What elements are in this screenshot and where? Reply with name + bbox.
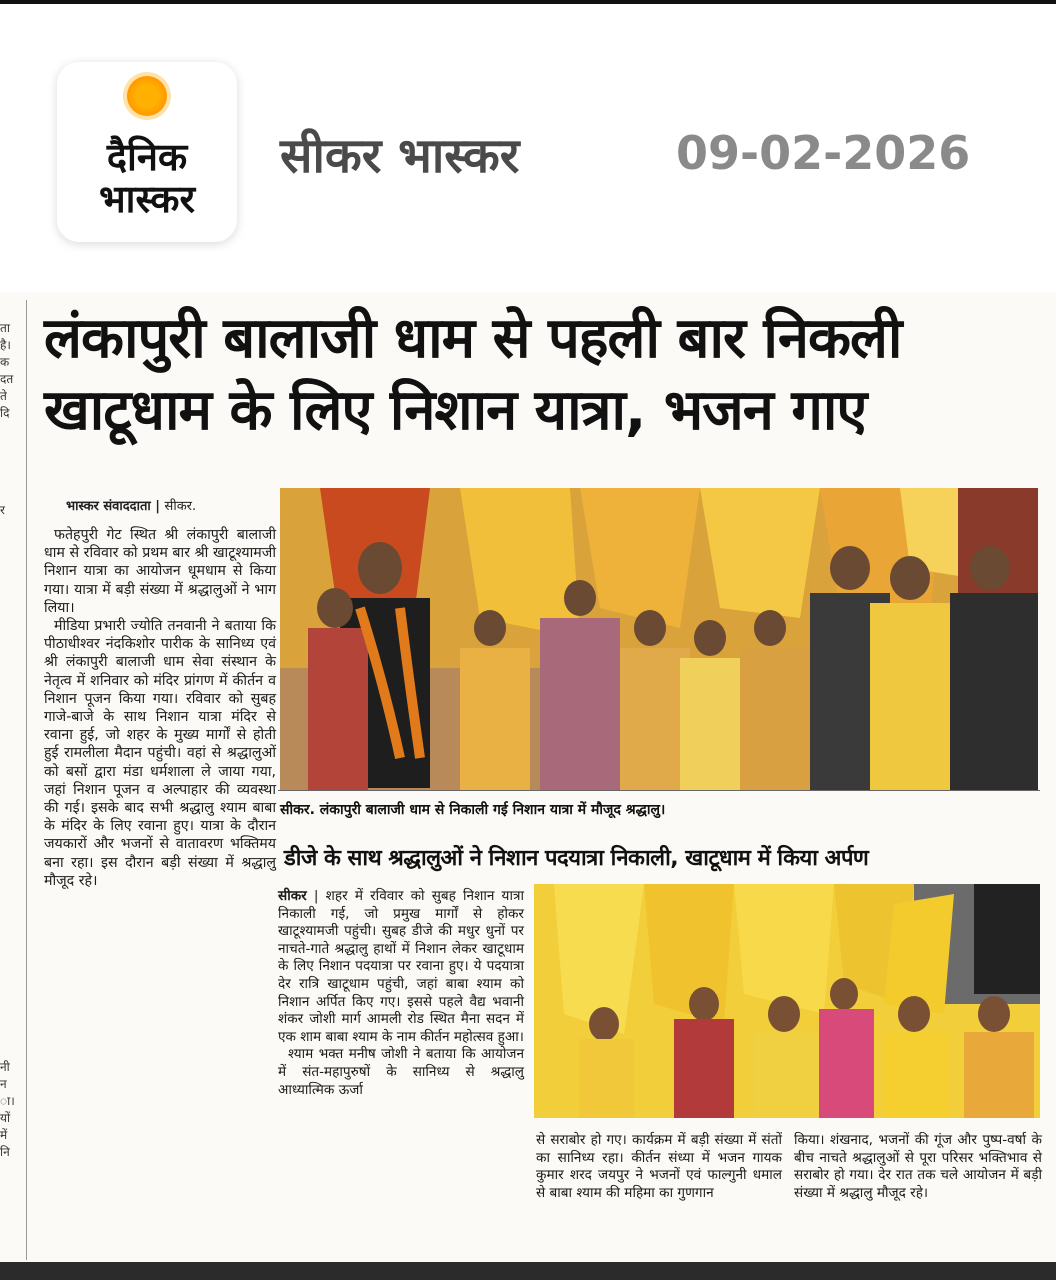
fragment-text: र [0, 503, 5, 517]
logo-text-line2: भास्कर [98, 177, 196, 221]
sub-article-column-2: से सराबोर हो गए। कार्यक्रम में बड़ी संख्या में संतों का सानिध्य रहा। कीर्तन संध्या में भजन गायक कुमार शरद जयपुर ने भजनों एवं फाल्गुनी धमाल से बाबा श्याम की महिमा का गुणगान [536, 1132, 782, 1201]
article-paragraph: श्याम भक्त मनीष जोशी ने बताया कि आयोजन में संत-महापुरुषों के सानिध्य से श्रद्धालु आध्यात्मिक ऊर्जा [278, 1046, 524, 1098]
edition-date: 09-02-2026 [676, 126, 971, 180]
fragment-text: दि [0, 406, 10, 420]
headline-line1: लंकापुरी बालाजी धाम से पहली बार निकली [44, 306, 902, 371]
fragment-text: में [0, 1128, 8, 1142]
procession-photo-illustration [280, 488, 1038, 790]
column-rule [26, 300, 27, 1260]
headline-line2: खाटूधाम के लिए निशान यात्रा, भजन गाए [44, 378, 867, 443]
main-headline [44, 303, 1044, 447]
fragment-text: ा। [0, 1094, 15, 1108]
logo-text-line1: दैनिक [106, 135, 188, 179]
fragment-text: यों [0, 1111, 11, 1125]
byline: भास्कर संवाददाता | सीकर. [66, 499, 197, 514]
fragment-text: न [0, 1077, 7, 1091]
dateline: सीकर [278, 888, 307, 904]
article-paragraph: फतेहपुरी गेट स्थित श्री लंकापुरी बालाजी धाम से रविवार को प्रथम बार श्री खाटूश्यामजी निशान यात्रा का आयोजन धूमधाम से किया गया। यात्रा में बड़ी संख्या में श्रद्धालुओं ने भाग लिया। [44, 527, 276, 616]
edition-title: सीकर भास्कर [280, 128, 520, 184]
sun-icon [127, 76, 167, 116]
article-column-1 [44, 526, 276, 890]
dj-procession-photo-illustration [534, 884, 1040, 1118]
sub-headline: डीजे के साथ श्रद्धालुओं ने निशान पदयात्रा निकाली, खाटूधाम में किया अर्पण [284, 846, 869, 871]
dj-procession-photo [534, 884, 1040, 1118]
dainik-bhaskar-logo [57, 62, 237, 242]
section-rule [278, 790, 1040, 791]
article-paragraph: मीडिया प्रभारी ज्योति तनवानी ने बताया कि पीठाधीश्वर नंदकिशोर पारीक के सानिध्य एवं श्री लंकापुरी बालाजी धाम सेवा संस्थान के नेतृत्व में शनिवार को मंदिर प्रांगण में कीर्तन व निशान पूजन किया गया। रविवार को सुबह गाजे-बाजे के साथ निशान यात्रा मंदिर से रवाना हुई, जो शहर के मुख्य मार्गों से होती हुई रामलीला मैदान पहुंची। वहां से श्रद्धालुओं को बसों द्वारा मंडा धर्मशाला ले जाया गया, जहां निशान पूजन व अल्पाहार की व्यवस्था की गई। इसके बाद सभी श्रद्धालु श्याम बाबा के मंदिर के लिए रवाना हुए। यात्रा के दौरान जयकारों और भजनों से वातावरण भक्तिमय बना रहा। इस दौरान बड़ी संख्या में श्रद्धालु मौजूद रहे। [44, 618, 276, 889]
byline-place: सीकर. [164, 499, 197, 514]
bottom-border [0, 1262, 1056, 1280]
fragment-text: ते [0, 389, 7, 403]
fragment-text: नि [0, 1145, 10, 1159]
procession-photo [280, 488, 1038, 790]
fragment-text: दत [0, 372, 14, 386]
adjacent-column-fragment [0, 300, 20, 1260]
fragment-text: क [0, 355, 10, 369]
sub-article-column-1: सीकर | शहर में रविवार को सुबह निशान यात्रा निकाली गई, जो प्रमुख मार्गों से होकर खाटूश्यामजी पहुंची। सुबह डीजे की मधुर धुनों पर नाचते-गाते श्रद्धालु हाथों में निशान लेकर खाटूधाम के लिए निशान पदयात्रा पर रवाना हुए। ये पदयात्रा देर रात्रि खाटूधाम पहुंची, जहां बाबा श्याम को निशान अर्पित किए गए। इससे पहले वैद्य भवानी शंकर जोशी मार्ग आमली रोड स्थित मैना सदन में एक शाम बाबा श्याम के नाम कीर्तन महोत्सव हुआ। श्याम भक्त मनीष जोशी ने बताया कि आयोजन में संत-महापुरुषों के सानिध्य से श्रद्धालु आध्यात्मिक ऊर्जा [278, 888, 524, 1098]
byline-reporter: भास्कर संवाददाता [66, 499, 151, 514]
article-paragraph: शहर में रविवार को सुबह निशान यात्रा निकाली गई, जो प्रमुख मार्गों से होकर खाटूश्यामजी पहुंची। सुबह डीजे की मधुर धुनों पर नाचते-गाते श्रद्धालु हाथों में निशान लेकर खाटूधाम के लिए निशान पदयात्रा पर रवाना हुए। ये पदयात्रा देर रात्रि खाटूधाम पहुंची, जहां बाबा श्याम को निशान अर्पित किए गए। इससे पहले वैद्य भवानी शंकर जोशी मार्ग आमली रोड स्थित मैना सदन में एक शाम बाबा श्याम के नाम कीर्तन महोत्सव हुआ। [278, 888, 524, 1045]
sub-article-column-3: किया। शंखनाद, भजनों की गूंज और पुष्प-वर्षा के बीच नाचते श्रद्धालुओं से पूरा परिसर भक्तिभाव से सराबोर हो गया। देर रात तक चले आयोजन में बड़ी संख्या में श्रद्धालु मौजूद रहे। [794, 1132, 1042, 1201]
fragment-text: है। [0, 338, 11, 352]
top-border [0, 0, 1056, 4]
photo-caption: सीकर. लंकापुरी बालाजी धाम से निकाली गई निशान यात्रा में मौजूद श्रद्धालु। [280, 802, 666, 818]
fragment-text: ता [0, 321, 10, 335]
fragment-text: नी [0, 1060, 10, 1074]
